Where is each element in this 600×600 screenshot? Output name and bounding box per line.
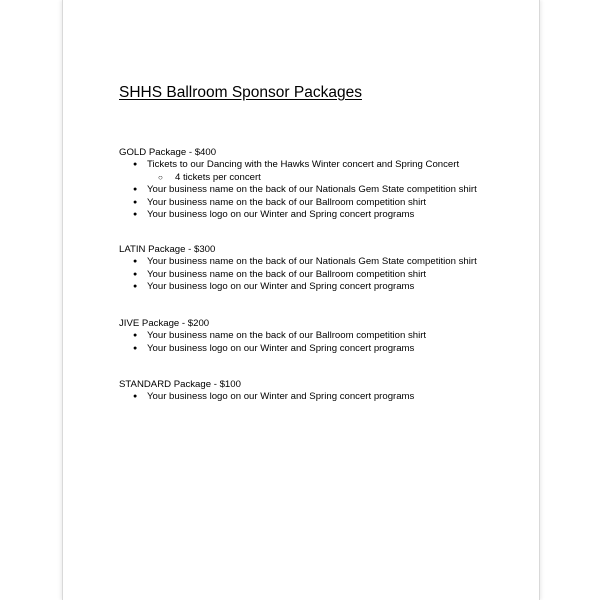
bullet-icon: ●: [133, 198, 138, 206]
bullet-icon: ●: [133, 186, 138, 194]
package-heading: LATIN Package - $300: [119, 244, 216, 255]
benefit-text: Your business name on the back of our Nationals Gem State competition shirt: [147, 256, 477, 268]
bullet-icon: ●: [133, 332, 138, 340]
sub-benefit-text: 4 tickets per concert: [175, 171, 261, 183]
bullet-icon: ●: [133, 161, 138, 169]
benefit-list: [119, 256, 529, 293]
benefit-text: Your business logo on our Winter and Spring concert programs: [147, 281, 415, 293]
bullet-icon: ●: [133, 258, 138, 266]
benefit-text: Your business name on the back of our Ballroom competition shirt: [147, 330, 427, 342]
bullet-icon: ●: [133, 283, 138, 291]
benefit-text: Your business name on the back of our Ballroom competition shirt: [147, 268, 427, 280]
sub-benefit-list: [147, 172, 529, 184]
bullet-icon: ●: [133, 393, 138, 401]
benefit-item: [119, 209, 529, 221]
package-latin: [119, 244, 529, 294]
benefit-item: [119, 269, 529, 281]
benefit-item: [119, 281, 529, 293]
package-heading: STANDARD Package - $100: [119, 379, 241, 390]
package-heading: GOLD Package - $400: [119, 147, 217, 158]
benefit-item: [119, 159, 529, 184]
package-heading: JIVE Package - $200: [119, 318, 210, 329]
hollow-bullet-icon: ○: [158, 172, 163, 182]
package-gold: [119, 147, 529, 221]
bullet-icon: ●: [133, 270, 138, 278]
benefit-item: [119, 330, 529, 342]
benefit-text: Your business logo on our Winter and Spring concert programs: [147, 391, 415, 403]
package-jive: [119, 318, 529, 355]
document-title: SHHS Ballroom Sponsor Packages: [119, 84, 362, 101]
benefit-text: Your business logo on our Winter and Spring concert programs: [147, 342, 415, 354]
bullet-icon: ●: [133, 344, 138, 352]
benefit-item: [119, 343, 529, 355]
benefit-text: Your business logo on our Winter and Spring concert programs: [147, 209, 415, 221]
bullet-icon: ●: [133, 211, 138, 219]
benefit-text: Tickets to our Dancing with the Hawks Winter concert and Spring Concert: [147, 159, 460, 171]
benefit-item: [119, 391, 529, 403]
sub-benefit-item: [147, 172, 529, 184]
benefit-text: Your business name on the back of our Nationals Gem State competition shirt: [147, 184, 477, 196]
benefit-item: [119, 184, 529, 196]
benefit-text: Your business name on the back of our Ballroom competition shirt: [147, 196, 427, 208]
benefit-list: [119, 330, 529, 355]
benefit-list: [119, 159, 529, 221]
package-standard: [119, 379, 529, 404]
document-page: [62, 0, 540, 600]
benefit-item: [119, 197, 529, 209]
benefit-list: [119, 391, 529, 403]
benefit-item: [119, 256, 529, 268]
